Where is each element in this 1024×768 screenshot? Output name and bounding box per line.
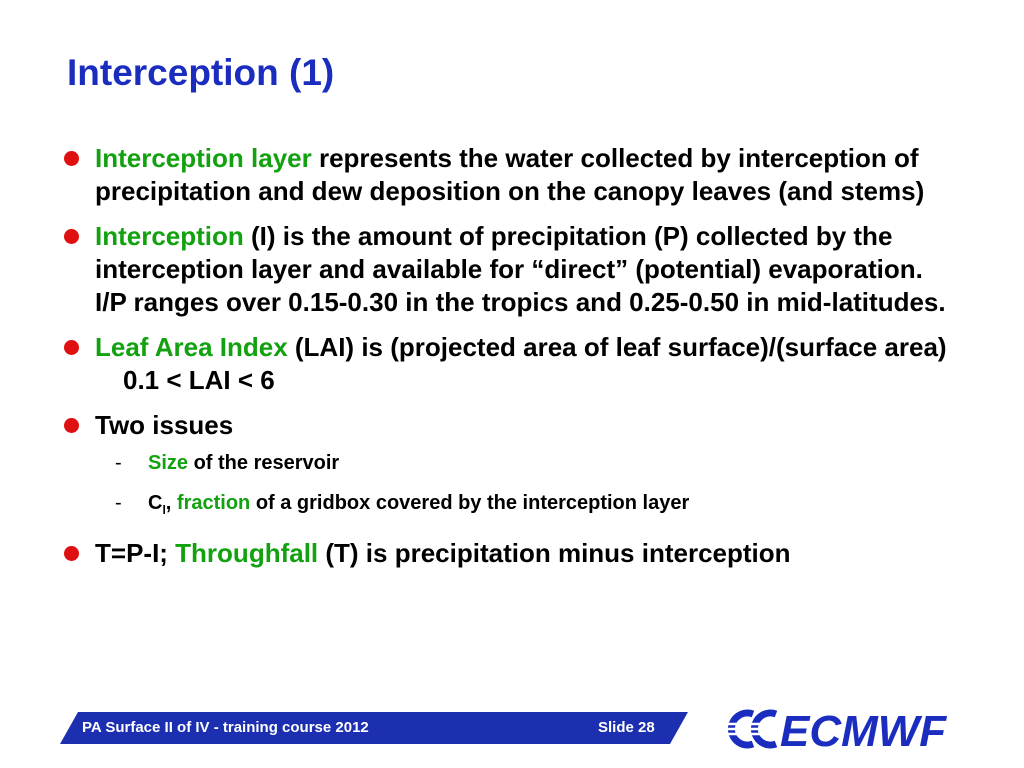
term-leaf-area-index: Leaf Area Index bbox=[95, 332, 288, 362]
term-interception: Interception bbox=[95, 221, 244, 251]
symbol-c: C bbox=[148, 492, 163, 514]
equation-prefix: T=P-I; bbox=[95, 538, 176, 568]
term-interception-layer: Interception layer bbox=[95, 143, 312, 173]
subbullet-text: of the reservoir bbox=[188, 452, 340, 474]
bullet-dot-icon bbox=[64, 418, 79, 433]
bullet-dot-icon bbox=[64, 546, 79, 561]
bullet-dot-icon bbox=[64, 229, 79, 244]
bullet-dot-icon bbox=[64, 340, 79, 355]
bullet-interception-layer bbox=[60, 142, 960, 208]
lai-range: 0.1 < LAI < 6 bbox=[123, 365, 275, 395]
bullet-text: (LAI) is (projected area of leaf surface)/(surface area) bbox=[287, 332, 947, 362]
bullet-two-issues bbox=[60, 409, 960, 442]
bullet-text: represents the water collected by interception of precipitation and dew deposition on the canopy leaves (and stems) bbox=[95, 143, 925, 206]
term-throughfall: Throughfall bbox=[175, 538, 319, 568]
slide-title: Interception (1) bbox=[67, 52, 335, 93]
bullet-dot-icon bbox=[64, 151, 79, 166]
dash-marker: - bbox=[115, 492, 122, 514]
subbullet-fraction bbox=[60, 490, 960, 523]
slide-number: Slide 28 bbox=[598, 719, 655, 736]
subbullet-size bbox=[60, 450, 960, 476]
symbol-subscript: l bbox=[162, 503, 166, 517]
bullet-throughfall bbox=[60, 537, 960, 570]
term-size: Size bbox=[148, 452, 189, 474]
footer-course-title: PA Surface II of IV - training course 2012 bbox=[82, 719, 369, 736]
bullet-list bbox=[60, 142, 960, 582]
term-fraction: fraction bbox=[176, 492, 251, 514]
bullet-text: (I) is the amount of precipitation (P) collected by the interception layer and available for “direct” (potential) evaporation. I/P ranges over 0.15-0.30 in the tropics and 0.25-0.50 in mid-latitudes. bbox=[95, 221, 946, 317]
ecmwf-logo bbox=[720, 704, 970, 754]
dash-marker: - bbox=[115, 452, 122, 474]
bullet-text: Two issues bbox=[95, 410, 234, 440]
bullet-leaf-area-index bbox=[60, 331, 960, 397]
bullet-interception bbox=[60, 220, 960, 319]
bullet-text: (T) is precipitation minus interception bbox=[318, 538, 791, 568]
subbullet-text: of a gridbox covered by the interception layer bbox=[250, 492, 690, 514]
logo-text: ECMWF bbox=[780, 707, 947, 754]
comma: , bbox=[165, 492, 177, 514]
